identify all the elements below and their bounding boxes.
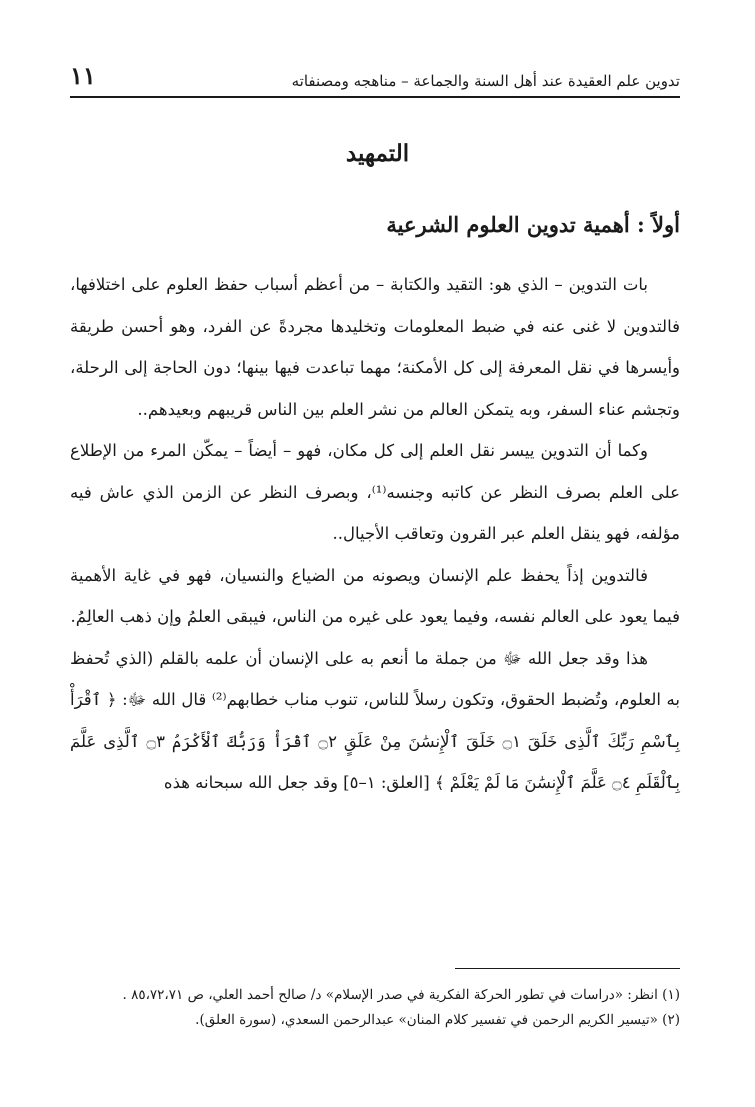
footnote-divider (455, 968, 680, 969)
footnote-1: (١) انظر: «دراسات في تطور الحركة الفكرية في صدر الإسلام» د/ صالح أحمد العلي، ص ٨٥،٧٢،٧١ . (122, 987, 680, 1003)
paragraph-4: هذا وقد جعل الله ﷻ من جملة ما أنعم به على الإنسان أن علمه بالقلم (الذي تُحفظ به العلوم، وتُضبط الحقوق، وتكون رسلاً للناس، تنوب مناب خطابهم⁽²⁾ قال الله ﷻ: ﴿ ٱقْرَأْ بِٱسْمِ رَبِّكَ ٱلَّذِى خَلَقَ ۝١ خَلَقَ ٱلْإِنسَٰنَ مِنْ عَلَقٍ ۝٢ ٱقْرَأْ وَرَبُّكَ ٱلْأَكْرَمُ ۝٣ ٱلَّذِى عَلَّمَ بِٱلْقَلَمِ ۝٤ عَلَّمَ ٱلْإِنسَٰنَ مَا لَمْ يَعْلَمْ ﴾ [العلق: ١–٥] وقد جعل الله سبحانه هذه (70, 648, 680, 792)
header-title: تدوين علم العقيدة عند أهل السنة والجماعة – مناهجه ومصنفاته (291, 72, 680, 90)
running-header (70, 58, 680, 90)
paragraph-3: فالتدوين إذاً يحفظ علم الإنسان ويصونه من الضياع والنسيان، فهو في غاية الأهمية فيما يعود على العالم نفسه، وفيما يعود على غيره من الناس، فيبقى العلمُ وإن ذهب العالِمُ. (70, 565, 680, 626)
header-divider (70, 96, 680, 98)
sub-heading: أولاً : أهمية تدوين العلوم الشرعية (386, 212, 680, 237)
paragraph-2: وكما أن التدوين ييسر نقل العلم إلى كل مكان، فهو – أيضاً – يمكّن المرء من الإطلاع على العلم بصرف النظر عن كاتبه وجنسه⁽¹⁾، وبصرف النظر عن الزمن الذي عاش فيه مؤلفه، فهو ينقل العلم عبر القرون وتعاقب الأجيال.. (70, 441, 680, 543)
body-text (70, 264, 680, 804)
page-number: ١١ (70, 61, 96, 90)
paragraph-1: بات التدوين – الذي هو: التقيد والكتابة – من أعظم أسباب حفظ العلوم على اختلافها، فالتدوين لا غنى عنه في ضبط المعلومات وتخليدها مجردةً عن الفرد، وهو أحسن طريقة وأيسرها في نقل المعرفة إلى كل الأمكنة؛ مهما تباعدت فيها بينها؛ دون الحاجة إلى الرحلة، وتجشم عناء السفر، وبه يتمكن العالم من نشر العلم بين الناس قريبهم وبعيدهم.. (70, 275, 680, 419)
footnotes (70, 983, 680, 1033)
footnote-2: (٢) «تيسير الكريم الرحمن في تفسير كلام المنان» عبدالرحمن السعدي، (سورة العلق). (195, 1012, 680, 1028)
section-title: التمهيد (345, 140, 410, 167)
